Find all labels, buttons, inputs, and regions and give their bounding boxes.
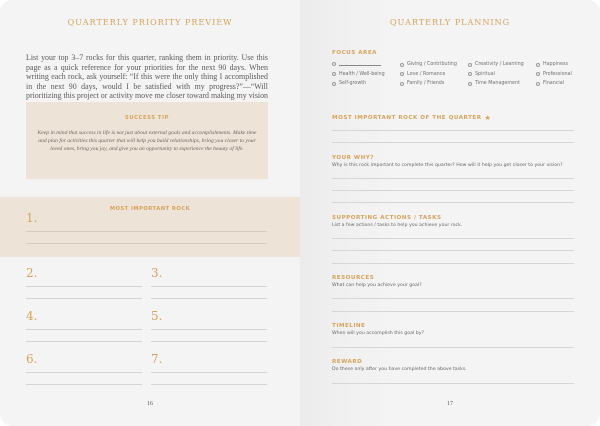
your-why-subtitle: Why is this rock important to complete this quarter? How will it help you get closer to your vision? bbox=[332, 163, 563, 168]
write-line[interactable] bbox=[332, 178, 574, 179]
radio-icon[interactable] bbox=[400, 82, 404, 86]
rock-3-line[interactable] bbox=[151, 298, 267, 299]
focus-option-label: Health / Well-being bbox=[339, 71, 385, 77]
focus-option[interactable] bbox=[468, 81, 520, 86]
rock-7-line[interactable] bbox=[151, 384, 267, 385]
write-line[interactable] bbox=[332, 311, 574, 312]
focus-option-custom[interactable] bbox=[332, 62, 381, 66]
rock-5-line[interactable] bbox=[151, 341, 267, 342]
rock-of-quarter-label: MOST IMPORTANT ROCK OF THE QUARTER bbox=[332, 115, 482, 121]
rock-2-line[interactable] bbox=[26, 298, 142, 299]
focus-option[interactable] bbox=[332, 81, 366, 86]
radio-icon[interactable] bbox=[468, 72, 472, 76]
write-line[interactable] bbox=[332, 142, 574, 143]
focus-option[interactable] bbox=[468, 62, 524, 67]
write-line[interactable] bbox=[332, 263, 574, 264]
write-line[interactable] bbox=[332, 250, 574, 251]
success-tip-text: Keep in mind that success in life is not just about external goals and accomplishments. Make time and plan for activities this quarter that will help you build relationships, bring you closer to your loved ones, bring you joy, and give you an opportunity to experience the beauty of life. bbox=[37, 130, 257, 152]
focus-option-label: Financial bbox=[543, 81, 565, 86]
rock-6-line[interactable] bbox=[26, 384, 142, 385]
focus-option-label: Family / Friends bbox=[407, 81, 445, 86]
write-line[interactable] bbox=[332, 238, 574, 239]
rock-7-line[interactable] bbox=[151, 372, 267, 373]
success-tip-title: SUCCESS TIP bbox=[124, 115, 170, 121]
rock-2-line[interactable] bbox=[26, 286, 142, 287]
focus-option-label: Giving / Contributing bbox=[407, 62, 457, 67]
focus-option-label: Happiness bbox=[543, 62, 568, 67]
focus-option[interactable] bbox=[536, 81, 564, 86]
timeline-title: TIMELINE bbox=[332, 323, 366, 329]
radio-icon[interactable] bbox=[332, 72, 336, 76]
most-important-rock-band bbox=[0, 197, 300, 257]
rock-number: 6. bbox=[26, 352, 38, 366]
focus-area-title: FOCUS AREA bbox=[332, 50, 377, 56]
focus-option[interactable] bbox=[400, 72, 445, 77]
write-line[interactable] bbox=[332, 190, 574, 191]
focus-option[interactable] bbox=[536, 62, 568, 67]
write-line[interactable] bbox=[332, 383, 574, 384]
focus-option-label: Creativity / Learning bbox=[475, 62, 524, 67]
radio-icon[interactable] bbox=[400, 63, 404, 67]
rock-of-quarter-title bbox=[332, 114, 491, 122]
page-title: QUARTERLY PRIORITY PREVIEW bbox=[67, 17, 233, 27]
rock-number: 5. bbox=[151, 309, 163, 323]
focus-option[interactable] bbox=[332, 72, 385, 77]
radio-icon[interactable] bbox=[332, 82, 336, 86]
focus-option-label: Self-growth bbox=[339, 81, 367, 86]
write-line[interactable] bbox=[332, 130, 574, 131]
focus-option[interactable] bbox=[400, 81, 444, 86]
most-important-rock-label: MOST IMPORTANT ROCK bbox=[109, 206, 191, 212]
page-number: 16 bbox=[147, 401, 153, 407]
rock-number: 4. bbox=[26, 309, 38, 323]
reward-subtitle: Do these only after you have completed the above tasks. bbox=[332, 367, 467, 372]
focus-option[interactable] bbox=[536, 72, 572, 77]
rock-4-line[interactable] bbox=[26, 329, 142, 330]
focus-option-label: Spiritual bbox=[475, 71, 495, 77]
focus-option[interactable] bbox=[468, 72, 495, 77]
radio-icon[interactable] bbox=[536, 63, 540, 67]
radio-icon[interactable] bbox=[468, 63, 472, 67]
rock-1-line[interactable] bbox=[26, 231, 267, 232]
rock-1-line[interactable] bbox=[26, 243, 267, 244]
supporting-actions-title: SUPPORTING ACTIONS / TASKS bbox=[332, 215, 442, 221]
rock-number: 3. bbox=[151, 266, 163, 280]
rock-5-line[interactable] bbox=[151, 329, 267, 330]
rock-number: 7. bbox=[151, 352, 163, 366]
resources-subtitle: What can help you achieve your goal? bbox=[332, 283, 422, 288]
focus-option-label: Love / Romance bbox=[407, 71, 446, 77]
your-why-title: YOUR WHY? bbox=[332, 155, 375, 161]
radio-icon[interactable] bbox=[536, 72, 540, 76]
page-title: QUARTERLY PLANNING bbox=[389, 17, 511, 27]
write-line[interactable] bbox=[332, 347, 574, 348]
radio-icon[interactable] bbox=[332, 62, 336, 66]
focus-option[interactable] bbox=[400, 62, 457, 67]
supporting-actions-subtitle: List a few actions / tasks to help you achieve your rock. bbox=[332, 223, 463, 228]
focus-option-label: Time Management bbox=[475, 81, 520, 86]
rock-4-line[interactable] bbox=[26, 341, 142, 342]
star-icon: ★ bbox=[484, 114, 492, 122]
rock-3-line[interactable] bbox=[151, 286, 267, 287]
success-tip-box bbox=[26, 102, 268, 179]
custom-focus-line[interactable] bbox=[339, 65, 381, 66]
radio-icon[interactable] bbox=[400, 72, 404, 76]
page-number: 17 bbox=[447, 401, 453, 407]
intro-text: List your top 3–7 rocks for this quarter, ranking them in priority. Use this page as a quick reference for your priorities for the next 90 days. When writing each rock, ask yourself: “If this were the only thing I accomplished in the next 90 days, would I be satisfied with my progress?”—“Will prioritizing this project or activity move me closer toward making my vision bbox=[26, 53, 268, 101]
resources-title: RESOURCES bbox=[332, 275, 375, 281]
write-line[interactable] bbox=[332, 202, 574, 203]
right-page bbox=[300, 0, 600, 426]
rock-number: 2. bbox=[26, 266, 38, 280]
rock-6-line[interactable] bbox=[26, 372, 142, 373]
rock-number: 1. bbox=[26, 211, 38, 225]
timeline-subtitle: When will you accomplish this goal by? bbox=[332, 331, 425, 336]
focus-option-label: Professional bbox=[543, 71, 572, 77]
radio-icon[interactable] bbox=[536, 82, 540, 86]
radio-icon[interactable] bbox=[468, 82, 472, 86]
reward-title: REWARD bbox=[332, 359, 363, 365]
write-line[interactable] bbox=[332, 298, 574, 299]
